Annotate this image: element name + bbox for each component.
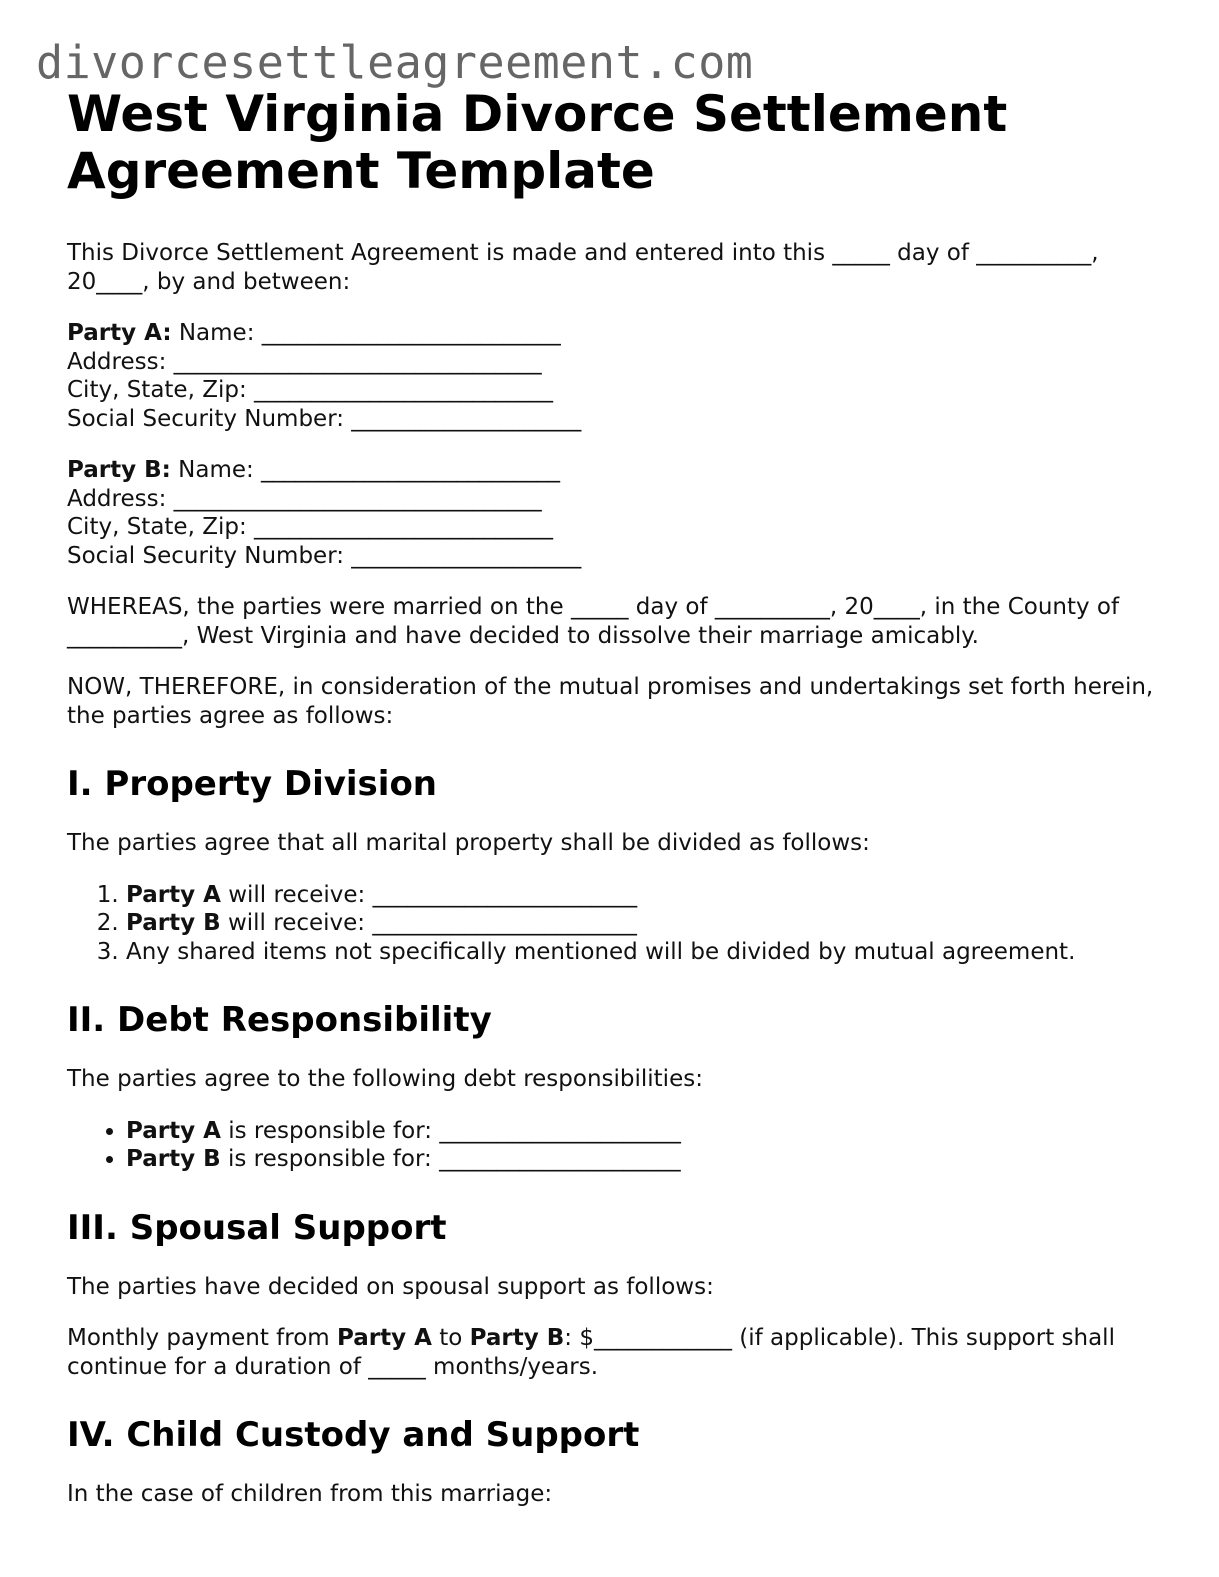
spousal-payment-paragraph bbox=[67, 1324, 1167, 1381]
party-a-ssn-line: Social Security Number: ____________________ bbox=[67, 405, 582, 432]
list-item bbox=[126, 909, 1167, 938]
party-b-block bbox=[67, 456, 1167, 570]
party-b-name-line bbox=[67, 456, 1167, 485]
party-a-ref: Party A bbox=[337, 1325, 432, 1351]
party-a-block bbox=[67, 319, 1167, 433]
payment-prefix: Monthly payment from bbox=[67, 1325, 338, 1351]
party-b-ssn-line: Social Security Number: ____________________ bbox=[67, 542, 582, 569]
party-a-name-field: Name: __________________________ bbox=[171, 320, 561, 346]
property-division-heading: I. Property Division bbox=[67, 764, 438, 804]
party-a-city-line: City, State, Zip: __________________________ bbox=[67, 377, 554, 403]
party-b-city-line: City, State, Zip: __________________________ bbox=[67, 514, 554, 540]
party-a-label: Party A: bbox=[67, 320, 172, 346]
document-title: West Virginia Divorce Settlement Agreement Template bbox=[67, 85, 1008, 200]
property-division-list bbox=[67, 881, 1167, 967]
list-item bbox=[126, 881, 1167, 910]
child-custody-heading: IV. Child Custody and Support bbox=[67, 1415, 640, 1455]
spousal-support-heading: III. Spousal Support bbox=[67, 1207, 447, 1248]
party-b-ref: Party B bbox=[126, 910, 221, 936]
site-watermark: divorcesettleagreement.com bbox=[36, 36, 754, 89]
list-item bbox=[126, 1117, 1167, 1146]
now-therefore-paragraph: NOW, THEREFORE, in consideration of the mutual promises and undertakings set forth herein, the parties agree as follows: bbox=[67, 674, 1154, 729]
party-b-label: Party B: bbox=[67, 457, 171, 483]
debt-responsibility-heading: II. Debt Responsibility bbox=[67, 1000, 492, 1040]
debt-responsibility-list bbox=[67, 1117, 1167, 1174]
list-item-text: is responsible for: _____________________ bbox=[220, 1146, 681, 1172]
spousal-support-text: The parties have decided on spousal support as follows: bbox=[67, 1273, 714, 1300]
party-b-ref: Party B bbox=[469, 1325, 565, 1351]
party-a-address-line: Address: ________________________________ bbox=[67, 348, 542, 375]
intro-paragraph: This Divorce Settlement Agreement is made and entered into this _____ day of __________, 20____, by and between: bbox=[67, 240, 1099, 295]
debt-responsibility-text: The parties agree to the following debt responsibilities: bbox=[67, 1066, 703, 1092]
property-division-text: The parties agree that all marital property shall be divided as follows: bbox=[67, 830, 870, 856]
child-custody-text: In the case of children from this marriage: bbox=[67, 1481, 553, 1507]
payment-suffix: : $____________ (if applicable). This support shall continue for a duration of _____ months/years. bbox=[67, 1325, 1115, 1380]
party-a-ref: Party A bbox=[126, 881, 221, 908]
whereas-paragraph: WHEREAS, the parties were married on the _____ day of __________, 20____, in the County of __________, West Virginia and have decided to dissolve their marriage amicably. bbox=[67, 594, 1120, 649]
document-page bbox=[67, 86, 1167, 1509]
list-item: 3. Any shared items not specifically mentioned will be divided by mutual agreement. bbox=[126, 938, 1167, 967]
list-item bbox=[126, 1145, 1167, 1174]
list-item-text: will receive: _______________________ bbox=[220, 881, 638, 908]
party-b-ref: Party B bbox=[126, 1146, 221, 1172]
list-item-text: will receive: _______________________ bbox=[220, 910, 637, 936]
party-a-name-line bbox=[67, 319, 1167, 348]
party-b-name-field: Name: __________________________ bbox=[170, 457, 561, 483]
payment-to-word: to bbox=[431, 1325, 470, 1351]
list-item-text: is responsible for: _____________________ bbox=[220, 1117, 681, 1144]
party-b-address-line: Address: ________________________________ bbox=[67, 485, 542, 512]
party-a-ref: Party A bbox=[126, 1117, 221, 1144]
